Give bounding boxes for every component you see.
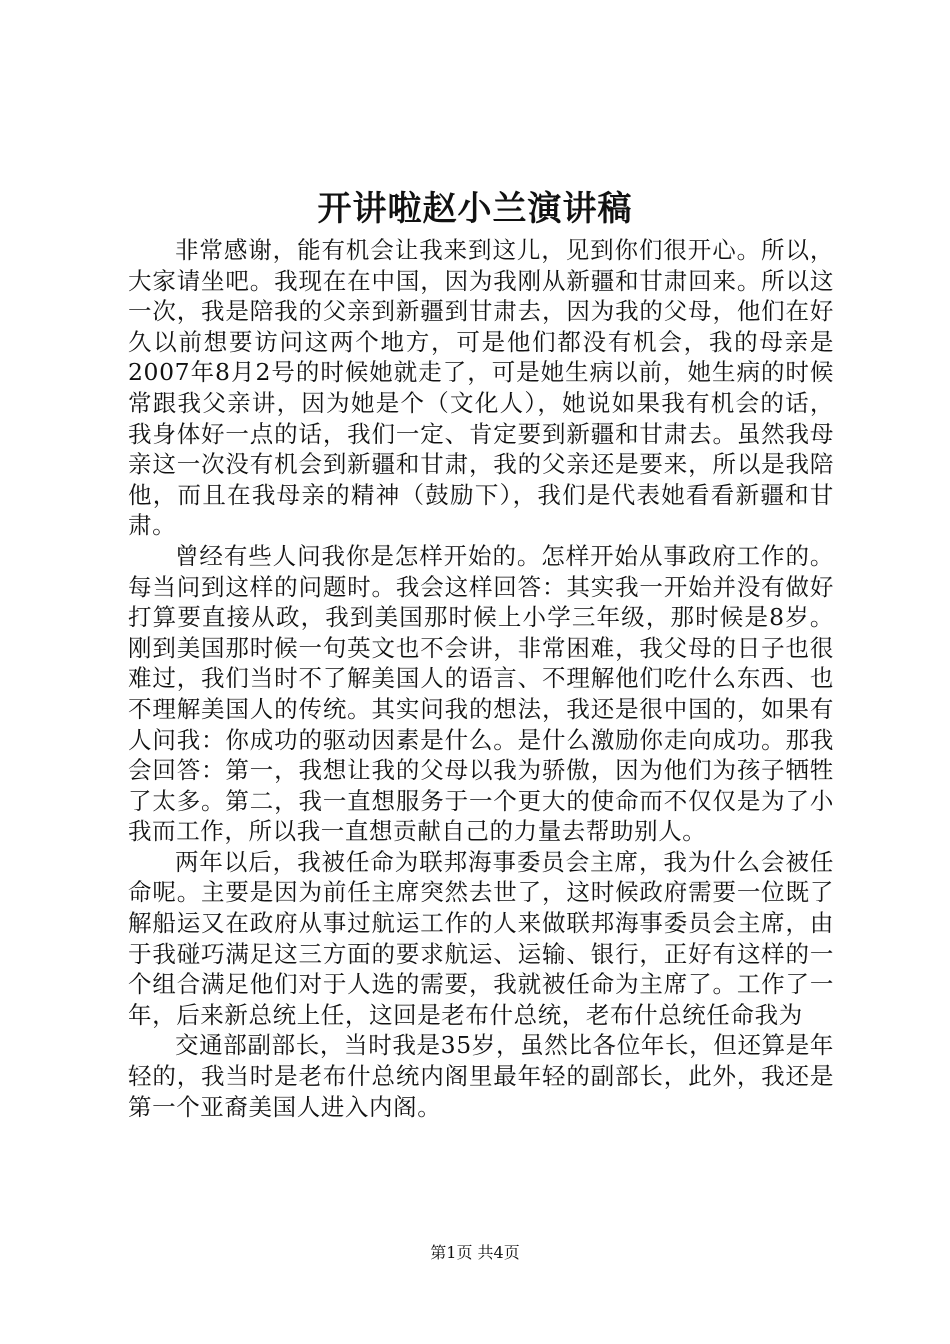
document-body [128,235,834,1122]
paragraph-1: 非常感谢，能有机会让我来到这儿，见到你们很开心。所以，大家请坐吧。我现在在中国，因为我刚从新疆和甘肃回来。所以这一次，我是陪我的父亲到新疆到甘肃去，因为我的父母，他们在好久以前想要访问这两个地方，可是他们都没有机会，我的母亲是2007年8月2号的时候她就走了，可是她生病以前，她生病的时候常跟我父亲讲，因为她是个（文化人），她说如果我有机会的话，我身体好一点的话，我们一定、肯定要到新疆和甘肃去。虽然我母亲这一次没有机会到新疆和甘肃，我的父亲还是要来，所以是我陪他，而且在我母亲的精神（鼓励下），我们是代表她看看新疆和甘肃。 [128,236,834,540]
paragraph-2: 曾经有些人问我你是怎样开始的。怎样开始从事政府工作的。每当问到这样的问题时。我会这样回答：其实我一开始并没有做好打算要直接从政，我到美国那时候上小学三年级，那时候是8岁。刚到美国那时候一句英文也不会讲，非常困难，我父母的日子也很难过，我们当时不了解美国人的语言、不理解他们吃什么东西、也不理解美国人的传统。其实问我的想法，我还是很中国的，如果有人问我：你成功的驱动因素是什么。是什么激励你走向成功。那我会回答：第一，我想让我的父母以我为骄傲，因为他们为孩子牺牲了太多。第二，我一直想服务于一个更大的使命而不仅仅是为了小我而工作，所以我一直想贡献自己的力量去帮助别人。 [128,541,834,846]
paragraph-3: 两年以后，我被任命为联邦海事委员会主席，我为什么会被任命呢。主要是因为前任主席突然去世了，这时候政府需要一位既了解船运又在政府从事过航运工作的人来做联邦海事委员会主席，由于我碰巧满足这三方面的要求航运、运输、银行，正好有这样的一个组合满足他们对于人选的需要，我就被任命为主席了。工作了一年，后来新总统上任，这回是老布什总统，老布什总统任命我为 [128,847,834,1029]
paragraph-4: 交通部副部长，当时我是35岁，虽然比各位年长，但还算是年轻的，我当时是老布什总统内阁里最年轻的副部长，此外，我还是第一个亚裔美国人进入内阁。 [128,1031,834,1121]
page-title: 开讲啦赵小兰演讲稿 [317,189,633,229]
page-footer: 第1页 共4页 [430,1243,520,1262]
